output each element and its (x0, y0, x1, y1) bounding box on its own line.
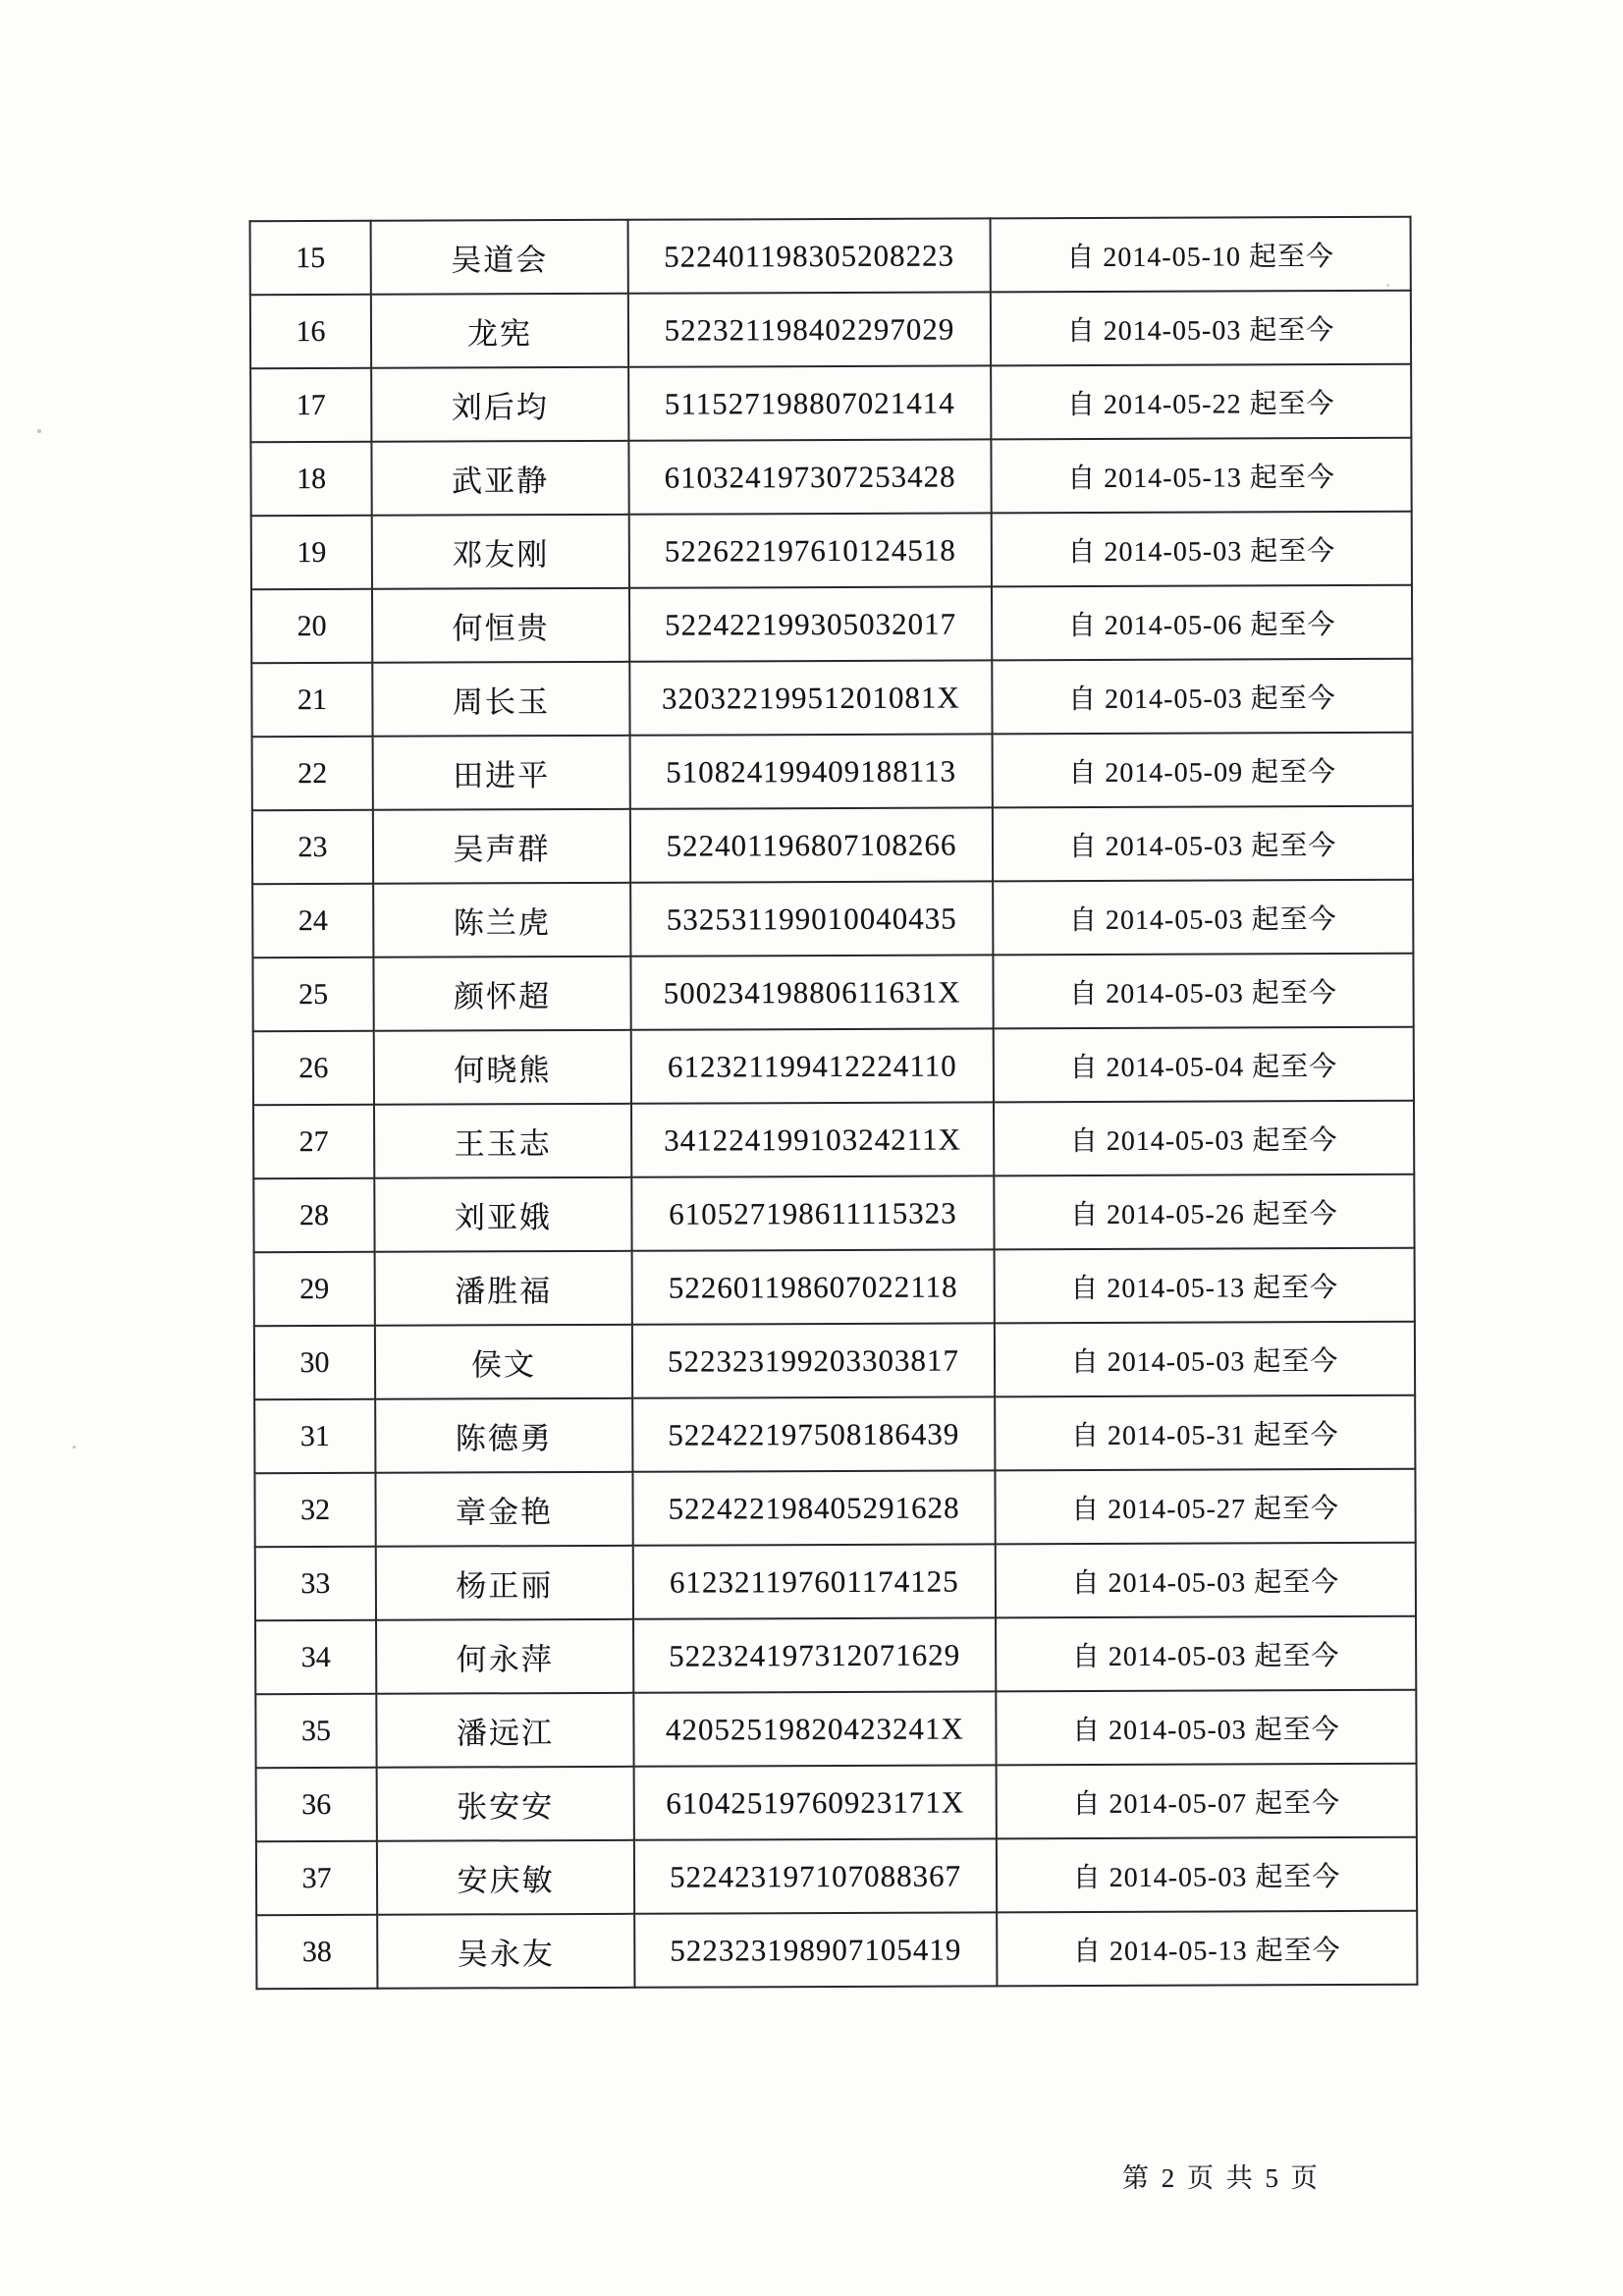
row-number-cell: 21 (251, 663, 372, 737)
row-number-cell: 37 (256, 1841, 377, 1915)
validity-period-cell: 自 2014-05-03 起至今 (993, 880, 1413, 956)
table-row (253, 1175, 1414, 1253)
person-name-cell: 何永萍 (376, 1619, 633, 1694)
row-number-cell: 15 (250, 221, 371, 295)
validity-period-cell: 自 2014-05-13 起至今 (991, 438, 1411, 514)
row-number-cell: 20 (251, 589, 372, 663)
person-name-cell: 吴声群 (373, 809, 630, 884)
validity-period-cell: 自 2014-05-26 起至今 (994, 1175, 1414, 1250)
id-number-cell: 522422197508186439 (632, 1396, 995, 1471)
person-name-cell: 王玉志 (374, 1104, 631, 1178)
validity-period-cell: 自 2014-05-03 起至今 (996, 1616, 1416, 1692)
id-number-cell: 510824199409188113 (630, 734, 993, 808)
validity-period-cell: 自 2014-05-06 起至今 (992, 585, 1412, 661)
table-row (250, 364, 1411, 443)
row-number-cell: 16 (250, 295, 371, 368)
id-number-cell: 522422198405291628 (632, 1470, 995, 1545)
validity-period-cell: 自 2014-05-04 起至今 (994, 1027, 1414, 1103)
table-row (252, 954, 1413, 1032)
row-number-cell: 23 (252, 810, 373, 884)
validity-period-cell: 自 2014-05-03 起至今 (992, 659, 1412, 735)
personnel-roster-table (249, 216, 1419, 1991)
table-row (256, 1911, 1417, 1990)
id-number-cell: 32032219951201081X (629, 660, 992, 735)
person-name-cell: 安庆敏 (377, 1840, 634, 1915)
roster-table-body (250, 217, 1418, 1990)
scan-noise-speck (37, 429, 41, 433)
row-number-cell: 18 (250, 442, 371, 516)
table-row (253, 1101, 1414, 1179)
person-name-cell: 潘远江 (376, 1693, 633, 1768)
table-row (250, 291, 1411, 369)
table-row (254, 1322, 1415, 1400)
validity-period-cell: 自 2014-05-10 起至今 (991, 217, 1411, 293)
id-number-cell: 532531199010040435 (630, 881, 993, 956)
table-row (254, 1395, 1415, 1474)
table-row (256, 1837, 1417, 1916)
row-number-cell: 30 (254, 1326, 375, 1399)
id-number-cell: 42052519820423241X (633, 1691, 996, 1766)
person-name-cell: 周长玉 (372, 662, 629, 737)
row-number-cell: 38 (256, 1915, 377, 1989)
validity-period-cell: 自 2014-05-03 起至今 (995, 1322, 1415, 1397)
id-number-cell: 610324197307253428 (628, 439, 991, 514)
page-number-footer: 第 2 页 共 5 页 (1122, 2163, 1321, 2193)
person-name-cell: 田进平 (373, 736, 630, 810)
table-row (256, 1764, 1417, 1842)
id-number-cell: 61042519760923171X (634, 1765, 997, 1839)
row-number-cell: 32 (254, 1473, 375, 1547)
table-row (252, 733, 1413, 811)
table-row (251, 512, 1412, 590)
validity-period-cell: 自 2014-05-07 起至今 (997, 1764, 1417, 1839)
id-number-cell: 522324197312071629 (633, 1617, 996, 1692)
validity-period-cell: 自 2014-05-22 起至今 (991, 364, 1411, 440)
table-row (253, 1027, 1414, 1106)
id-number-cell: 522401196807108266 (630, 807, 993, 882)
id-number-cell: 522401198305208223 (628, 218, 991, 293)
validity-period-cell: 自 2014-05-03 起至今 (991, 291, 1411, 366)
id-number-cell: 522422199305032017 (629, 586, 992, 661)
id-number-cell: 522423197107088367 (634, 1838, 997, 1913)
validity-period-cell: 自 2014-05-03 起至今 (994, 1101, 1414, 1176)
id-number-cell: 522601198607022118 (632, 1249, 995, 1324)
table-row (251, 659, 1412, 738)
row-number-cell: 31 (254, 1399, 375, 1473)
row-number-cell: 28 (253, 1178, 374, 1252)
row-number-cell: 29 (254, 1252, 375, 1326)
person-name-cell: 潘胜福 (375, 1251, 632, 1326)
id-number-cell: 522323199203303817 (632, 1323, 995, 1397)
id-number-cell: 522321198402297029 (628, 292, 991, 366)
table-row (250, 217, 1411, 296)
validity-period-cell: 自 2014-05-27 起至今 (995, 1469, 1415, 1545)
row-number-cell: 25 (252, 957, 373, 1031)
person-name-cell: 颜怀超 (373, 957, 630, 1031)
validity-period-cell: 自 2014-05-31 起至今 (995, 1395, 1415, 1471)
table-row (252, 880, 1413, 958)
validity-period-cell: 自 2014-05-03 起至今 (993, 806, 1413, 882)
validity-period-cell: 自 2014-05-03 起至今 (992, 512, 1412, 587)
id-number-cell: 511527198807021414 (628, 365, 991, 440)
validity-period-cell: 自 2014-05-13 起至今 (995, 1248, 1415, 1324)
table-row (252, 806, 1413, 885)
person-name-cell: 刘亚娥 (374, 1177, 631, 1252)
person-name-cell: 章金艳 (375, 1472, 632, 1547)
person-name-cell: 武亚静 (371, 441, 628, 516)
person-name-cell: 吴道会 (371, 220, 628, 295)
id-number-cell: 50023419880611631X (630, 955, 993, 1029)
id-number-cell: 522323198907105419 (634, 1912, 997, 1987)
row-number-cell: 35 (255, 1694, 376, 1768)
row-number-cell: 27 (253, 1105, 374, 1178)
validity-period-cell: 自 2014-05-03 起至今 (996, 1690, 1416, 1766)
validity-period-cell: 自 2014-05-03 起至今 (993, 954, 1413, 1029)
person-name-cell: 吴永友 (377, 1914, 634, 1989)
row-number-cell: 26 (253, 1031, 374, 1105)
person-name-cell: 陈德勇 (375, 1398, 632, 1473)
table-row (254, 1469, 1415, 1548)
id-number-cell: 34122419910324211X (631, 1102, 994, 1176)
table-row (254, 1248, 1415, 1327)
scan-noise-speck (73, 1446, 76, 1449)
person-name-cell: 张安安 (377, 1767, 634, 1841)
person-name-cell: 邓友刚 (372, 515, 629, 589)
table-row (251, 585, 1412, 664)
id-number-cell: 610527198611115323 (631, 1175, 994, 1250)
table-row (255, 1616, 1416, 1695)
person-name-cell: 何晓熊 (374, 1030, 631, 1105)
person-name-cell: 龙宪 (371, 294, 628, 368)
id-number-cell: 612321199412224110 (631, 1028, 994, 1103)
validity-period-cell: 自 2014-05-09 起至今 (993, 733, 1413, 808)
table-row (255, 1690, 1416, 1769)
row-number-cell: 19 (251, 516, 372, 589)
person-name-cell: 刘后均 (371, 367, 628, 442)
id-number-cell: 522622197610124518 (629, 513, 992, 587)
validity-period-cell: 自 2014-05-03 起至今 (997, 1837, 1417, 1913)
row-number-cell: 34 (255, 1620, 376, 1694)
person-name-cell: 侯文 (375, 1325, 632, 1399)
row-number-cell: 22 (252, 737, 373, 810)
person-name-cell: 杨正丽 (376, 1546, 633, 1620)
row-number-cell: 24 (252, 884, 373, 957)
id-number-cell: 612321197601174125 (633, 1544, 996, 1618)
table-row (255, 1543, 1416, 1621)
person-name-cell: 陈兰虎 (373, 883, 630, 957)
table-row (250, 438, 1411, 517)
row-number-cell: 33 (255, 1547, 376, 1620)
validity-period-cell: 自 2014-05-13 起至今 (997, 1911, 1417, 1987)
row-number-cell: 36 (256, 1768, 377, 1841)
person-name-cell: 何恒贵 (372, 588, 629, 663)
validity-period-cell: 自 2014-05-03 起至今 (996, 1543, 1416, 1618)
row-number-cell: 17 (250, 368, 371, 442)
